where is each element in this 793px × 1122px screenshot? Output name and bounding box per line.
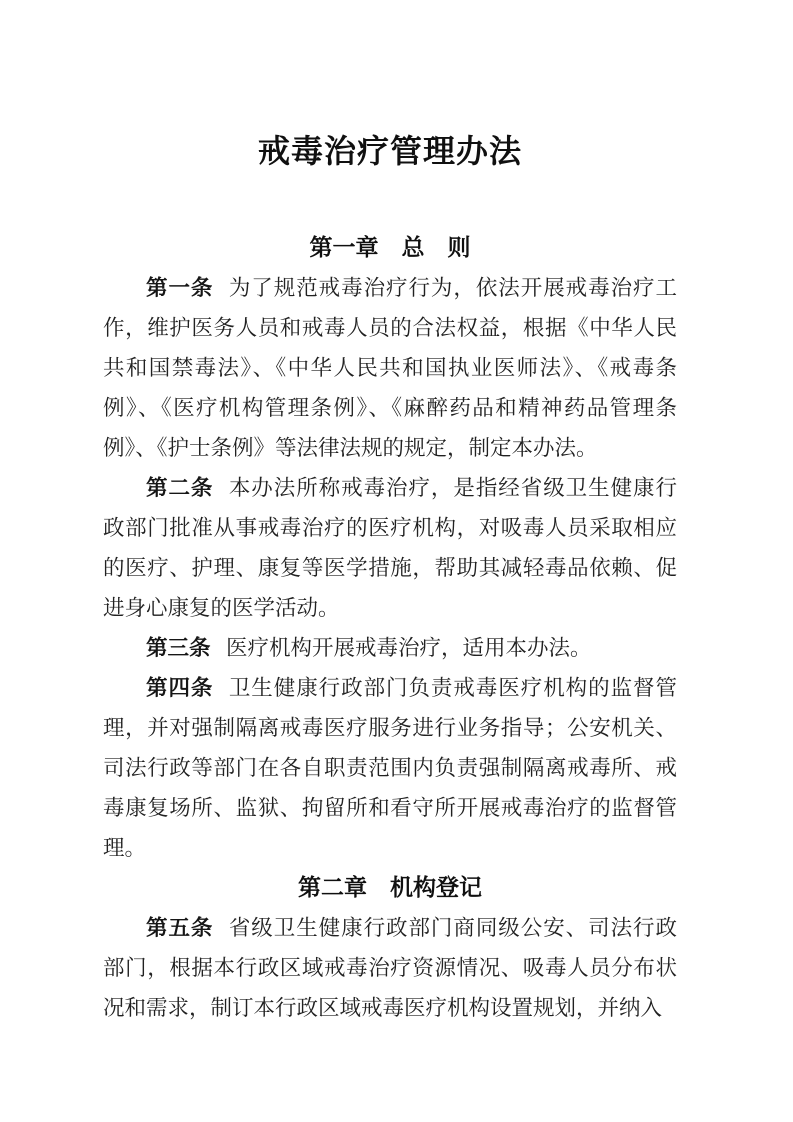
article-text: 卫生健康行政部门负责戒毒医疗机构的监督管理，并对强制隔离戒毒医疗服务进行业务指导；公安机关、司法行政等部门在各自职责范围内负责强制隔离戒毒所、戒毒康复场所、监狱、拘留所和看守所开展戒毒治疗的监督管理。 [103, 676, 677, 860]
article-paragraph [103, 268, 677, 468]
article-text: 本办法所称戒毒治疗，是指经省级卫生健康行政部门批准从事戒毒治疗的医疗机构，对吸毒人员采取相应的医疗、护理、康复等医学措施，帮助其减轻毒品依赖、促进身心康复的医学活动。 [103, 476, 677, 620]
article-text: 省级卫生健康行政部门商同级公安、司法行政部门，根据本行政区域戒毒治疗资源情况、吸毒人员分布状况和需求，制订本行政区域戒毒医疗机构设置规划，并纳入 [103, 916, 677, 1020]
article-text: 为了规范戒毒治疗行为，依法开展戒毒治疗工作，维护医务人员和戒毒人员的合法权益，根据《中华人民共和国禁毒法》、《中华人民共和国执业医师法》、《戒毒条例》、《医疗机构管理条例》、《麻醉药品和精神药品管理条例》、《护士条例》等法律法规的规定，制定本办法。 [103, 276, 677, 460]
article-number: 第四条 [146, 676, 214, 700]
article-number: 第三条 [146, 636, 211, 660]
article-text: 医疗机构开展戒毒治疗，适用本办法。 [225, 636, 592, 660]
article-paragraph [103, 628, 677, 668]
article-paragraph [103, 908, 677, 1028]
article-number: 第二条 [146, 476, 214, 500]
article-paragraph [103, 668, 677, 868]
document-body [103, 228, 677, 1028]
article-paragraph [103, 468, 677, 628]
document-title: 戒毒治疗管理办法 [257, 133, 522, 169]
article-number: 第五条 [146, 916, 214, 940]
article-number: 第一条 [146, 276, 214, 300]
chapter-heading: 第一章 总 则 [309, 235, 471, 260]
chapter-heading: 第二章 机构登记 [298, 875, 482, 900]
